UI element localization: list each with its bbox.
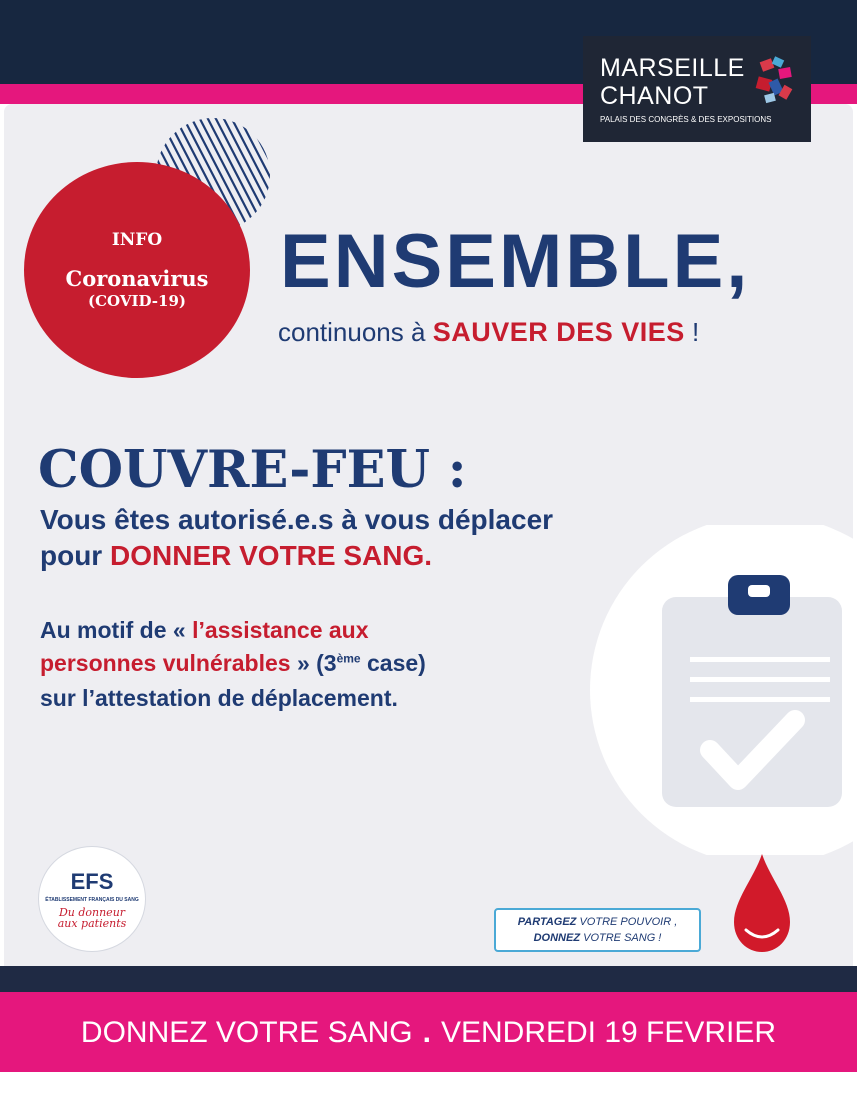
headline-subtitle — [278, 317, 699, 348]
p2-highlight: personnes vulnérables — [40, 650, 291, 676]
efs-tagline — [39, 907, 145, 929]
footer-left: DONNEZ VOTRE SANG — [80, 1016, 413, 1049]
p2-sup: ème — [336, 651, 361, 666]
subtitle-prefix: continuons à — [278, 317, 426, 347]
notice-line1: Vous êtes autorisé.e.s à vous déplacer — [40, 504, 554, 535]
p1-highlight: l’assistance aux — [192, 617, 369, 643]
share-bubble — [494, 908, 701, 952]
notice-line2 — [40, 540, 432, 572]
share-b1-rest: VOTRE POUVOIR , — [579, 916, 678, 928]
subtitle-highlight: SAUVER DES VIES — [432, 317, 685, 347]
badge-sub: (COVID-19) — [88, 292, 186, 310]
share-b2-bold: DONNEZ — [533, 932, 581, 944]
clipboard-icon — [590, 525, 857, 855]
logo-line1: MARSEILLE — [600, 54, 745, 82]
share-line2 — [496, 932, 699, 944]
efs-name: EFS — [70, 869, 114, 894]
efs-logo — [38, 846, 146, 952]
blood-drop-icon — [732, 852, 792, 954]
line2-prefix: pour — [40, 540, 103, 571]
badge-info: INFO — [111, 230, 163, 250]
footer-right: VENDREDI 19 FEVRIER — [440, 1016, 777, 1049]
efs-tagline1: Du donneur — [58, 906, 126, 919]
share-b1-bold: PARTAGEZ — [517, 916, 577, 928]
p2-mid: » (3 — [296, 650, 337, 676]
info-badge — [24, 162, 250, 378]
marseille-chanot-logo — [583, 36, 811, 142]
logo-tagline: PALAIS DES CONGRÈS & DES EXPOSITIONS — [600, 115, 772, 124]
footer-text — [0, 1016, 857, 1050]
efs-tagline2: aux patients — [57, 917, 127, 930]
footer-dark-strip — [0, 966, 857, 992]
reason-line1 — [40, 617, 369, 644]
badge-topic: Coronavirus — [65, 266, 209, 291]
p2-suffix: case) — [367, 650, 426, 676]
logo-line2: CHANOT — [600, 82, 709, 110]
footer-banner — [0, 992, 857, 1072]
reason-line2 — [40, 650, 426, 677]
share-b2-rest: VOTRE SANG ! — [583, 932, 662, 944]
headline-title: ENSEMBLE, — [280, 219, 751, 304]
line2-highlight: DONNER VOTRE SANG. — [110, 540, 433, 571]
notice-title: COUVRE-FEU : — [38, 440, 467, 500]
share-line1 — [496, 916, 699, 928]
p1-prefix: Au motif de « — [40, 617, 186, 643]
subtitle-suffix: ! — [692, 317, 700, 347]
footer-dot: . — [422, 1016, 431, 1049]
efs-subtitle: ÉTABLISSEMENT FRANÇAIS DU SANG — [45, 897, 139, 903]
reason-line3: sur l’attestation de déplacement. — [40, 685, 398, 711]
logo-mark-icon — [751, 54, 797, 110]
